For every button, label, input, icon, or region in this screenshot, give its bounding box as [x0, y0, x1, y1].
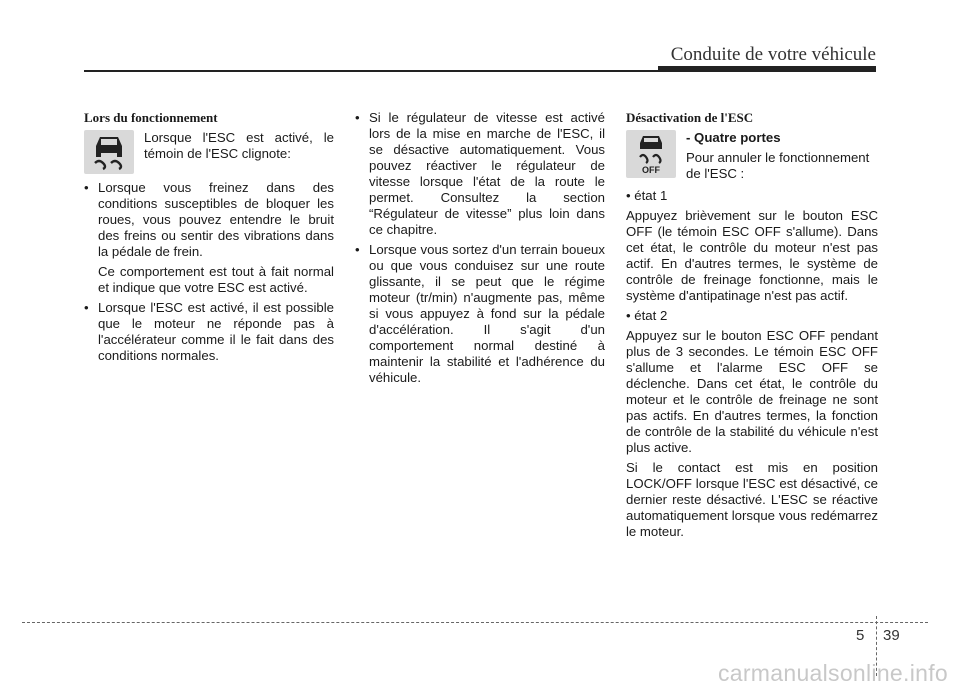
list-item-text: Lorsque vous freinez dans des conditions susceptibles de bloquer les roues, vous pouvez entendre le bruit des freins ou sentir des vibrations dans la pédale de frein. — [98, 180, 334, 259]
column-1 — [84, 110, 334, 368]
esc-off-text-block — [686, 130, 878, 182]
bullet-dot: • — [355, 110, 360, 125]
list-item — [84, 180, 334, 260]
watermark: carmanualsonline.info — [717, 660, 948, 686]
state-2-label: • état 2 — [626, 308, 668, 323]
reactivation-text: Si le contact est mis en position LOCK/OFF lorsque l'ESC est désactivé, ce dernier reste désactivé. L'ESC se réactive automatiquement lorsque vous redémarrez le moteur. — [626, 460, 878, 539]
esc-off-icon — [626, 130, 676, 178]
list-item-text: Lorsque vous sortez d'un terrain boueux ou que vous conduisez sur une route glissante, il se peut que le régime moteur (tr/min) n'augmente pas, même si vous appuyez à fond sur la pédale d'accélération. Il s'agit d'un comportement normal destiné à maintenir la stabilité et l'adhérence du véhicule. — [369, 242, 605, 385]
esc-off-instruction: Pour annuler le fonctionnement de l'ESC : — [686, 150, 870, 181]
page-number: 39 — [883, 627, 900, 644]
esc-indicator-icon — [84, 130, 134, 174]
list-item — [355, 242, 605, 386]
esc-off-label: OFF — [642, 165, 660, 175]
list-item — [84, 300, 334, 364]
bullet-dot: • — [355, 242, 360, 257]
list-item-text: Si le régulateur de vitesse est activé lors de la mise en marche de l'ESC, il se désactive automatiquement. Vous pouvez réactiver le régulateur de vitesse lorsque l'état de la route le permet. Consultez la section “Régulateur de vitesse” plus loin dans ce chapitre. — [369, 110, 605, 237]
header-rule-accent — [658, 66, 876, 72]
section-heading-deactivation: Désactivation de l'ESC — [626, 110, 754, 125]
state-2-text: Appuyez sur le bouton ESC OFF pendant plus de 3 secondes. Le témoin ESC OFF s'allume et l'alarme ESC OFF se déclenche. Dans cet état, le contrôle du moteur et le contrôle de freinage ne sont pas actifs. En d'autres termes, la fonction de contrôle de la stabilité du véhicule n'est plus active. — [626, 328, 878, 455]
state-1-label: • état 1 — [626, 188, 668, 203]
page-header-title: Conduite de votre véhicule — [670, 44, 876, 65]
header-rule — [84, 70, 658, 72]
chapter-number: 5 — [856, 627, 865, 644]
sub-heading-four-doors: - Quatre portes — [686, 130, 781, 145]
footer-rule — [22, 622, 928, 623]
esc-indicator-text: Lorsque l'ESC est activé, le témoin de l'ESC clignote: — [144, 130, 334, 161]
esc-indicator-row — [84, 130, 334, 174]
bullet-dot: • — [84, 300, 89, 315]
column-2 — [355, 110, 605, 390]
esc-off-row — [626, 130, 878, 182]
list-item-text: Lorsque l'ESC est activé, il est possible que le moteur ne réponde pas à l'accélérateur comme il le fait dans des conditions normales. — [98, 300, 334, 363]
column-3 — [626, 110, 878, 544]
list-item-continuation: Ce comportement est tout à fait normal et indique que votre ESC est activé. — [98, 264, 334, 295]
section-heading-operation: Lors du fonctionnement — [84, 110, 218, 125]
bullet-dot: • — [84, 180, 89, 195]
state-1-text: Appuyez brièvement sur le bouton ESC OFF (le témoin ESC OFF s'allume). Dans cet état, le contrôle du moteur n'est pas actif. En d'autres termes, le système de contrôle de freinage fonctionne, mais le système d'antipatinage n'est pas actif. — [626, 208, 878, 303]
list-item — [355, 110, 605, 238]
